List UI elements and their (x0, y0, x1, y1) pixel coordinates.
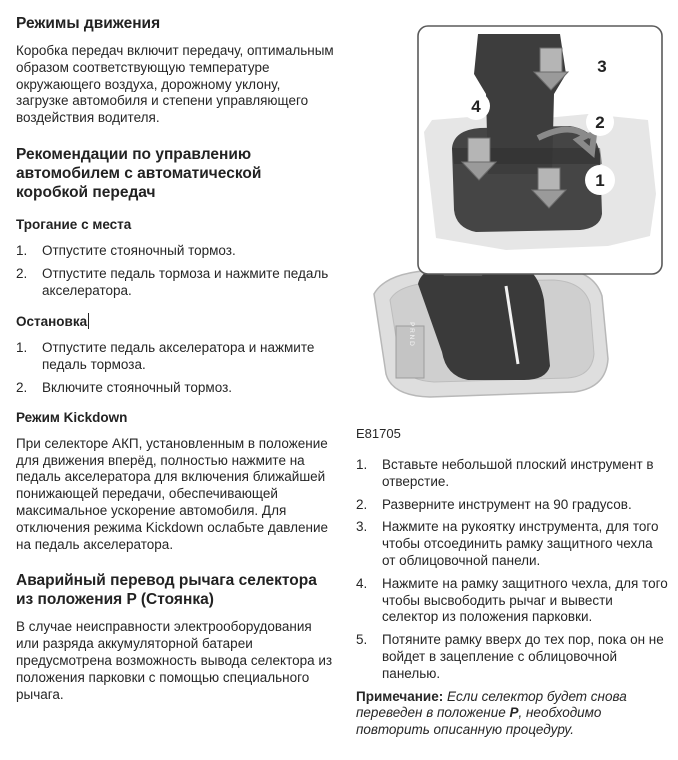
list-item: 1. Отпустите стояночный тормоз. (16, 242, 236, 258)
list-item: 4. Нажмите на рамку защитного чехла, для того чтобы высвободить рычаг и вывести селектор из положения парковки. (356, 575, 668, 625)
list-item: 2. Включите стояночный тормоз. (16, 379, 233, 395)
right-column (356, 14, 668, 739)
list-item: 3. Нажмите на рукоятку инструмента, для того чтобы отсоединить рамку защитного чехла от облицовочной панели. (356, 519, 659, 568)
list-item: 1. Отпустите педаль акселератора и нажмите педаль тормоза. (16, 340, 315, 373)
figure-code: E81705 (356, 426, 401, 441)
svg-text:2: 2 (595, 113, 605, 132)
note-label: Примечание: (356, 688, 444, 704)
kickdown-heading: Режим Kickdown (16, 409, 128, 425)
list-item: 2. Разверните инструмент на 90 градусов. (356, 496, 632, 512)
start-heading: Трогание с места (16, 216, 132, 232)
callout-3 (588, 52, 616, 80)
emergency-heading: Аварийный перевод рычага селектора из положения P (Стоянка) (16, 572, 317, 609)
stop-steps (16, 340, 334, 396)
list-item: 5. Потяните рамку вверх до тех пор, пока он не войдет в зацепление с облицовочной панелью. (356, 632, 664, 681)
text-cursor (88, 313, 89, 329)
start-steps (16, 243, 334, 299)
recommendations-heading: Рекомендации по управлению автомобилем с автоматической коробкой передач (16, 145, 262, 201)
list-item: 1. Вставьте небольшой плоский инструмент в отверстие. (356, 457, 654, 489)
left-column (16, 14, 334, 717)
note-position-p: P (509, 705, 519, 721)
svg-text:1: 1 (595, 171, 605, 190)
emergency-text: В случае неисправности электрооборудования или разряда аккумуляторной батареи предусмотрена возможность вывода селектора из положения парковки с помощью специального рычага. (16, 619, 333, 702)
callout-4 (462, 92, 490, 120)
selector-diagram (356, 14, 668, 414)
note-text-before: Если селектор будет снова переведен в положение (356, 688, 627, 721)
note-text-after: , необходимо повторить описанную процедуру. (356, 705, 602, 738)
gate-label-prnd: P R N D (408, 322, 415, 346)
gear-selector-illustration (356, 14, 668, 414)
driving-modes-text: Коробка передач включит передачу, оптимальным образом соответствующую температуре окружающего воздуха, дорожному уклону, загрузке автомобиля и степени управляющего воздействия водителя. (16, 43, 334, 126)
release-steps (356, 457, 668, 683)
callout-1 (585, 165, 615, 195)
callout-2 (586, 108, 614, 136)
list-item: 2. Отпустите педаль тормоза и нажмите педаль акселератора. (16, 265, 329, 298)
kickdown-text: При селекторе АКП, установленным в положение для движения вперёд, полностью нажмите на педаль акселератора для включения ближайшей понижающей передачи, обеспечивающей максимальное ускорение автомобиля. Для отключения режима Kickdown ослабьте давление на педаль акселератора. (16, 435, 329, 552)
svg-text:4: 4 (471, 97, 481, 116)
svg-text:3: 3 (597, 57, 607, 76)
note-paragraph (356, 689, 668, 739)
driving-modes-heading: Режимы движения (16, 15, 161, 32)
stop-heading: Остановка (16, 314, 88, 330)
